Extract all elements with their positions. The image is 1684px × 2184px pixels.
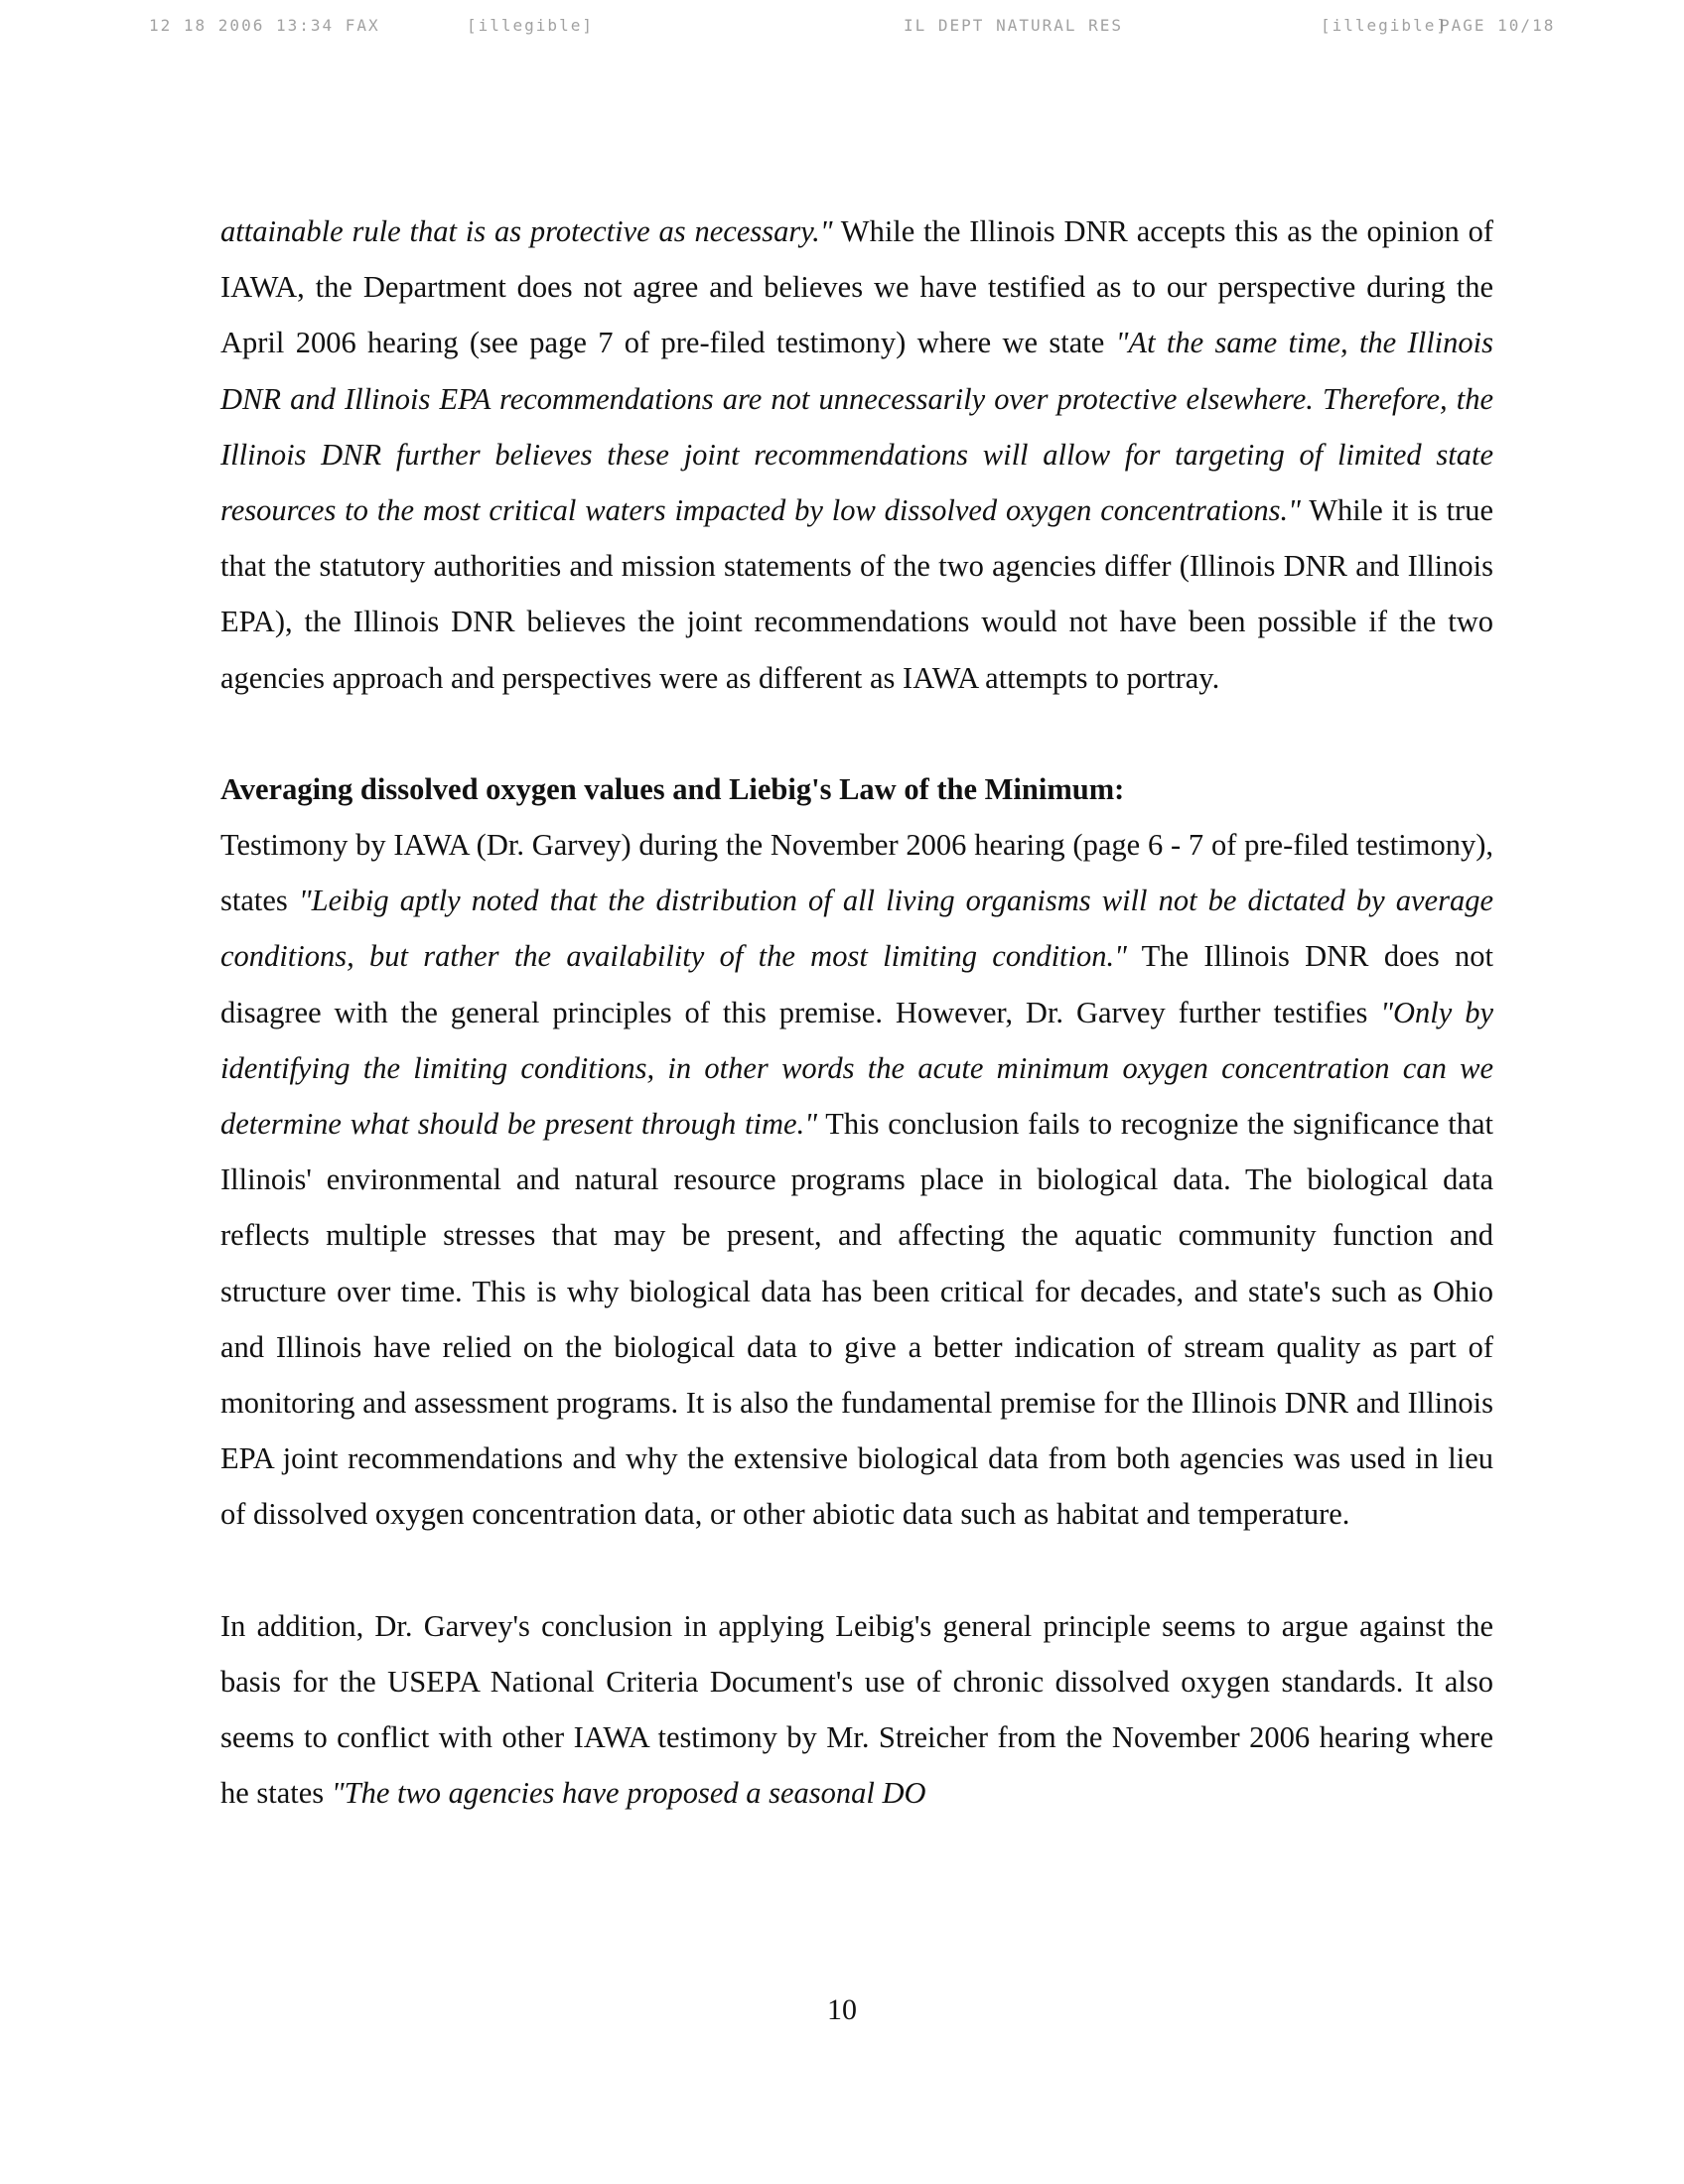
body-text: In addition, Dr. Garvey's conclusion in applying Leibig's general principle seems to argue against the basis for the USEPA National Criteria Document's use of chronic dissolved oxygen standards. It also seems to conflict with other IAWA testimony by Mr. Streicher from the November 2006 hearing where he states	[220, 1608, 1493, 1811]
fax-header-segment: 12 18 2006 13:34 FAX	[149, 16, 380, 35]
quote-text: "Leibig aptly noted that the distribution of all living organisms will not be dictated by average conditions, but rather the availability of the most limiting condition."	[220, 884, 1493, 974]
section-heading: Averaging dissolved oxygen values and Liebig's Law of the Minimum:	[220, 771, 1125, 806]
fax-transmission-header	[0, 8, 1684, 52]
quote-text: "At the same time, the Illinois DNR and Illinois EPA recommendations are not unnecessarily over protective elsewhere. Therefore, the Illinois DNR further believes these joint recommendations will allow for targeting of limited state resources to the most critical waters impacted by low dissolved oxygen concentrations."	[220, 326, 1493, 528]
page-number: 10	[827, 1993, 857, 2026]
paragraph-liebig-law	[220, 817, 1493, 1543]
paragraph-in-addition	[220, 1598, 1493, 1822]
fax-header-segment: [illegible]	[1321, 16, 1448, 35]
paragraph-iawa-opinion	[220, 204, 1493, 706]
fax-header-segment: PAGE 10/18	[1440, 16, 1556, 35]
fax-header-segment: IL DEPT NATURAL RES	[904, 16, 1124, 35]
body-text: Testimony by IAWA (Dr. Garvey) during the November 2006 hearing (page 6 - 7 of pre-filed testimony), states	[220, 828, 1493, 918]
paragraph-gap	[220, 706, 1493, 761]
fax-header-segment: [illegible]	[467, 16, 594, 35]
quote-text: "Only by identifying the limiting conditions, in other words the acute minimum oxygen concentration can we determine what should be present through time."	[220, 995, 1493, 1142]
body-text: This conclusion fails to recognize the significance that Illinois' environmental and natural resource programs place in biological data. The biological data reflects multiple stresses that may be present, and affecting the aquatic community function and structure over time. This is why biological data has been critical for decades, and state's such as Ohio and Illinois have relied on the biological data to give a better indication of stream quality as part of monitoring and assessment programs. It is also the fundamental premise for the Illinois DNR and Illinois EPA joint recommendations and why the extensive biological data from both agencies was used in lieu of dissolved oxygen concentration data, or other abiotic data such as habitat and temperature.	[220, 1107, 1493, 1532]
body-text: The Illinois DNR does not disagree with the general principles of this premise. However, Dr. Garvey further testifies	[220, 939, 1493, 1029]
quote-text: attainable rule that is as protective as necessary."	[220, 214, 833, 248]
document-body	[220, 204, 1493, 1821]
quote-text: "The two agencies have proposed a seasonal DO	[331, 1776, 926, 1811]
paragraph-gap	[220, 1543, 1493, 1598]
body-text: While it is true that the statutory authorities and mission statements of the two agencies differ (Illinois DNR and Illinois EPA), the Illinois DNR believes the joint recommendations would not have been possible if the two agencies approach and perspectives were as different as IAWA attempts to portray.	[220, 493, 1493, 695]
body-text: While the Illinois DNR accepts this as the opinion of IAWA, the Department does not agree and believes we have testified as to our perspective during the April 2006 hearing (see page 7 of pre-filed testimony) where we state	[220, 214, 1493, 360]
